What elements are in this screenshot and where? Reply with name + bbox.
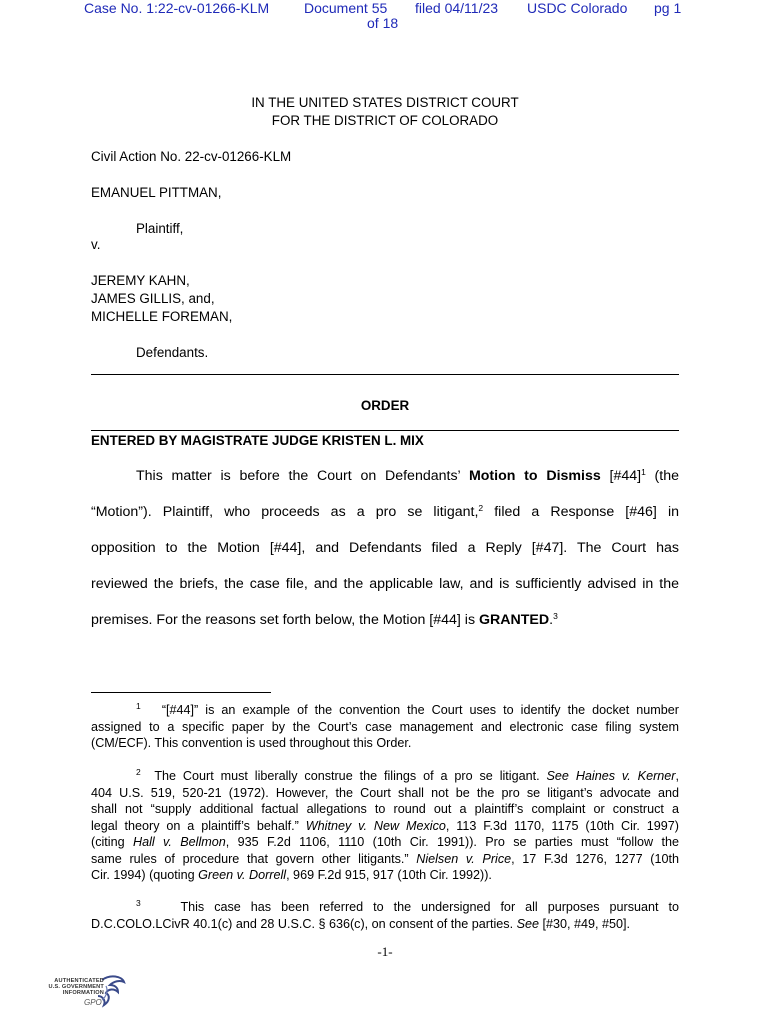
footnote-number: 2 [136,767,141,777]
court-heading-line-1: IN THE UNITED STATES DISTRICT COURT [251,95,519,110]
plaintiff-name: EMANUEL PITTMAN, [91,185,222,200]
divider-rule [91,374,679,375]
footnote-separator [91,692,271,693]
defendant-1: JEREMY KAHN, [91,273,190,288]
footnote-ref-1: 1 [641,467,646,477]
civil-action-number: Civil Action No. 22-cv-01266-KLM [91,149,292,164]
body-line-1: This matter is before the Court on Defendants’ Motion to Dismiss [#44]$^1$ (the [136,467,680,484]
logo-gpo-mark: GPO [84,998,102,1007]
court-heading-line-2: FOR THE DISTRICT OF COLORADO [271,113,499,128]
case-number: Case No. 1:22-cv-01266-KLM [84,0,270,16]
footnote-number: 3 [136,898,141,908]
granted-label: GRANTED [478,612,550,628]
page-indicator: pg 1 [654,0,682,16]
page-number: -1- [377,944,393,959]
logo-text: AUTHENTICATED U.S. GOVERNMENT INFORMATION [48,978,104,997]
divider-rule [91,430,679,431]
entered-by-line: ENTERED BY MAGISTRATE JUDGE KRISTEN L. MIX [91,433,424,448]
filing-header [0,0,770,34]
filed-date: filed 04/11/23 [415,0,499,16]
defendants-role: Defendants. [136,345,209,360]
order-title: ORDER [360,398,410,413]
body-line-4: reviewed the briefs, the case file, and the applicable law, and is sufficiently advised in the [91,576,679,592]
body-line-3: opposition to the Motion [#44], and Defendants filed a Reply [#47]. The Court has [91,540,679,556]
defendant-2: JAMES GILLIS, and, [91,291,215,306]
page-total: of 18 [367,15,399,31]
document-number: Document 55 [304,0,388,16]
footnote-3: $^3$ This case has been referred to the undersigned for all purposes pursuant to D.C.COLO.LCivR 40.1(c) and 28 U.S.C. § 636(c), on consent of the parties. See [#30, #49, #50]. [91,898,679,931]
defendant-3: MICHELLE FOREMAN, [91,309,233,324]
plaintiff-role: Plaintiff, [136,221,184,236]
motion-to-dismiss-label: Motion to Dismiss [468,468,601,484]
court-short-name: USDC Colorado [527,0,628,16]
body-line-5: premises. For the reasons set forth below, the Motion [#44] is GRANTED.$^3$ [91,611,558,628]
footnote-ref-2: 2 [478,503,484,513]
gpo-authenticated-logo [44,974,134,1014]
footnote-number: 1 [136,701,141,711]
body-line-2: “Motion”). Plaintiff, who proceeds as a pro se litigant,$^2$ filed a Response [#46] in [91,503,680,520]
versus: v. [91,237,101,252]
footnote-1: $^1$ “[#44]” is an example of the convention the Court uses to identify the docket number assigned to a specific paper by the Court’s case management and electronic case filing system (CM/ECF). This convention is used throughout this Order. [91,701,679,750]
footnote-2: $^2$ The Court must liberally construe the filings of a pro se litigant. See Haines v. Kerner, 404 U.S. 519, 520-21 (1972). However, the Court shall not be the pro se litigant’s advocate and shall not “supply additional factual allegations to round out a plaintiff’s complaint or construct a legal theory on a plaintiff’s behalf.” Whitney v. New Mexico, 113 F.3d 1170, 1175 (10th Cir. 1997) (citing Hall v. Bellmon, 935 F.2d 1106, 1110 (10th Cir. 1991)). Pro se parties must “follow the same rules of procedure that govern other litigants.” Nielsen v. Price, 17 F.3d 1276, 1277 (10th Cir. 1994) (quoting Green v. Dorrell, 969 F.2d 915, 917 (10th Cir. 1992)). [91,767,679,882]
court-heading [0,94,770,130]
footnote-ref-3: 3 [553,611,558,621]
